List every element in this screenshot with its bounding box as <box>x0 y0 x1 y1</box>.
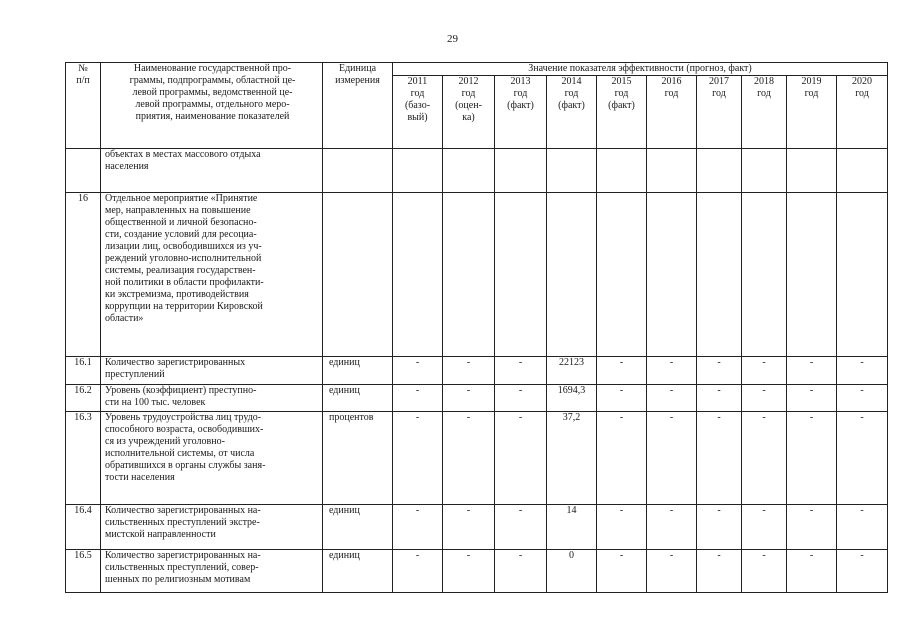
row-unit: единиц <box>323 357 393 385</box>
row-value-5: - <box>647 412 697 505</box>
row-value-3 <box>547 149 597 193</box>
row-name: Количество зарегистрированных на- сильственных преступлений экстре- мистской направленности <box>101 505 323 550</box>
header-value-group: Значение показателя эффективности (прогноз, факт) <box>393 63 888 76</box>
row-value-5: - <box>647 550 697 593</box>
table-row <box>66 149 888 193</box>
row-value-9 <box>837 193 888 357</box>
row-value-5: - <box>647 505 697 550</box>
row-name: Количество зарегистрированных на- сильственных преступлений, совер- шенных по религиозным мотивам <box>101 550 323 593</box>
row-number: 16.1 <box>66 357 101 385</box>
row-value-2 <box>495 193 547 357</box>
row-value-3: 1694,3 <box>547 385 597 412</box>
row-value-6: - <box>697 357 742 385</box>
table-row <box>66 357 888 385</box>
row-value-6: - <box>697 385 742 412</box>
row-value-4 <box>597 193 647 357</box>
row-value-3: 0 <box>547 550 597 593</box>
row-value-0: - <box>393 505 443 550</box>
row-unit <box>323 193 393 357</box>
row-value-9: - <box>837 412 888 505</box>
row-name: Количество зарегистрированных преступлений <box>101 357 323 385</box>
row-unit: единиц <box>323 385 393 412</box>
row-value-4: - <box>597 505 647 550</box>
row-value-2: - <box>495 412 547 505</box>
row-number: 16.4 <box>66 505 101 550</box>
row-value-9: - <box>837 550 888 593</box>
row-value-9: - <box>837 505 888 550</box>
header-num: № п/п <box>66 63 101 149</box>
table-row <box>66 412 888 505</box>
table-row <box>66 385 888 412</box>
row-number: 16 <box>66 193 101 357</box>
header-year-6: 2017 год <box>697 76 742 149</box>
row-value-1: - <box>443 385 495 412</box>
header-year-7: 2018 год <box>742 76 787 149</box>
row-number: 16.5 <box>66 550 101 593</box>
row-value-2: - <box>495 505 547 550</box>
row-value-6: - <box>697 550 742 593</box>
row-name: объектах в местах массового отдыха населения <box>101 149 323 193</box>
table-body <box>66 149 888 593</box>
table-row <box>66 505 888 550</box>
row-value-4: - <box>597 385 647 412</box>
header-year-2: 2013 год (факт) <box>495 76 547 149</box>
row-value-1: - <box>443 505 495 550</box>
row-value-4: - <box>597 412 647 505</box>
row-value-2: - <box>495 357 547 385</box>
row-value-8: - <box>787 357 837 385</box>
row-value-4 <box>597 149 647 193</box>
header-year-5: 2016 год <box>647 76 697 149</box>
header-year-9: 2020 год <box>837 76 888 149</box>
row-value-0: - <box>393 357 443 385</box>
row-unit: единиц <box>323 505 393 550</box>
row-value-7: - <box>742 550 787 593</box>
row-value-0: - <box>393 550 443 593</box>
row-value-1: - <box>443 357 495 385</box>
row-value-1: - <box>443 412 495 505</box>
table-row <box>66 550 888 593</box>
row-value-6: - <box>697 505 742 550</box>
row-value-1 <box>443 193 495 357</box>
row-value-3 <box>547 193 597 357</box>
row-value-5: - <box>647 385 697 412</box>
row-value-4: - <box>597 550 647 593</box>
row-number: 16.2 <box>66 385 101 412</box>
indicator-table <box>65 62 888 593</box>
row-value-8: - <box>787 550 837 593</box>
row-value-0 <box>393 149 443 193</box>
row-value-6: - <box>697 412 742 505</box>
row-value-9: - <box>837 385 888 412</box>
row-value-2 <box>495 149 547 193</box>
row-value-7 <box>742 193 787 357</box>
row-unit: единиц <box>323 550 393 593</box>
header-unit: Единица измерения <box>323 63 393 149</box>
row-value-2: - <box>495 385 547 412</box>
header-year-8: 2019 год <box>787 76 837 149</box>
row-value-0: - <box>393 385 443 412</box>
header-year-3: 2014 год (факт) <box>547 76 597 149</box>
row-value-5 <box>647 193 697 357</box>
header-year-0: 2011 год (базо- вый) <box>393 76 443 149</box>
row-value-3: 22123 <box>547 357 597 385</box>
row-value-1 <box>443 149 495 193</box>
row-value-8: - <box>787 505 837 550</box>
row-value-4: - <box>597 357 647 385</box>
header-name: Наименование государственной про- граммы, подпрограммы, областной це- левой программы, ведомственной це- левой программы, отдельного меро- приятия, наименование показателей <box>101 63 323 149</box>
row-value-5: - <box>647 357 697 385</box>
row-name: Уровень трудоустройства лиц трудо- способного возраста, освободивших- ся из учреждений уголовно- исполнительной системы, от числа обратившихся в органы службы заня- тости населения <box>101 412 323 505</box>
row-value-0 <box>393 193 443 357</box>
header-year-4: 2015 год (факт) <box>597 76 647 149</box>
row-number <box>66 149 101 193</box>
row-value-5 <box>647 149 697 193</box>
table-row <box>66 193 888 357</box>
row-value-9 <box>837 149 888 193</box>
row-value-9: - <box>837 357 888 385</box>
row-value-1: - <box>443 550 495 593</box>
row-number: 16.3 <box>66 412 101 505</box>
row-value-8 <box>787 149 837 193</box>
row-value-8: - <box>787 385 837 412</box>
row-value-2: - <box>495 550 547 593</box>
row-value-0: - <box>393 412 443 505</box>
row-value-7 <box>742 149 787 193</box>
row-value-8 <box>787 193 837 357</box>
row-value-7: - <box>742 412 787 505</box>
row-value-8: - <box>787 412 837 505</box>
row-value-6 <box>697 149 742 193</box>
row-value-6 <box>697 193 742 357</box>
row-value-7: - <box>742 357 787 385</box>
row-value-3: 14 <box>547 505 597 550</box>
row-value-7: - <box>742 505 787 550</box>
row-value-7: - <box>742 385 787 412</box>
row-unit: процентов <box>323 412 393 505</box>
row-value-3: 37,2 <box>547 412 597 505</box>
row-name: Отдельное мероприятие «Принятие мер, направленных на повышение общественной и личной безопасно- сти, создание условий для ресоциа- лизации лиц, освободившихся из уч- реждений уголовно-исполнительной системы, реализация государствен- ной политики в области профилакти- ки экстремизма, противодействия коррупции на территории Кировской области» <box>101 193 323 357</box>
row-name: Уровень (коэффициент) преступно- сти на 100 тыс. человек <box>101 385 323 412</box>
row-unit <box>323 149 393 193</box>
page-number: 29 <box>447 33 458 45</box>
header-year-1: 2012 год (оцен- ка) <box>443 76 495 149</box>
